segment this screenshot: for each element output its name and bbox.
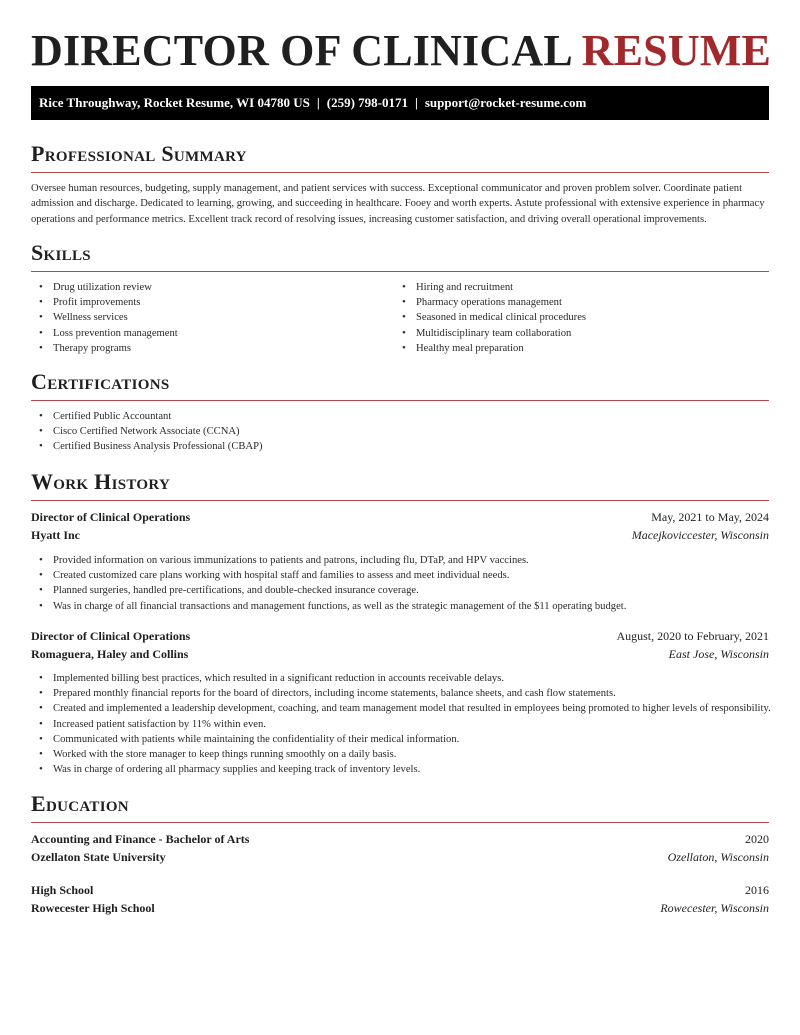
section-heading-summary: Professional Summary (31, 140, 769, 173)
contact-separator: | (414, 95, 418, 110)
education-year: 2020 (745, 832, 769, 846)
skill-item: • Multidisciplinary team collaboration (394, 326, 586, 341)
skill-item: • Drug utilization review (31, 280, 178, 295)
job-title: Director of Clinical Operations (31, 629, 191, 643)
job-bullet: • Provided information on various immunizations to patients and patrons, including flu, DTaP, and HPV vaccines. (31, 553, 626, 568)
job-bullets (31, 671, 771, 777)
skills-list-left (31, 280, 178, 356)
education-school: Rowecester High School (31, 901, 155, 915)
title-accent: RESUME (581, 26, 772, 75)
education-degree: High School (31, 883, 94, 897)
section-heading-education: Education (31, 790, 769, 823)
skill-item: • Hiring and recruitment (394, 280, 586, 295)
job-bullet: • Implemented billing best practices, which resulted in a significant reduction in accounts receivable delays. (31, 671, 771, 686)
job-bullet: • Created and implemented a leadership development, coaching, and team management model that resulted in employees being promoted to higher levels of responsibility. (31, 701, 771, 716)
skill-item: • Therapy programs (31, 341, 178, 356)
skill-item: • Seasoned in medical clinical procedures (394, 310, 586, 325)
skill-item: • Profit improvements (31, 295, 178, 310)
education-location: Rowecester, Wisconsin (660, 901, 769, 915)
job-header-row (31, 629, 769, 647)
contact-address: Rice Throughway, Rocket Resume, WI 04780 US (39, 95, 310, 110)
education-location: Ozellaton, Wisconsin (667, 850, 769, 864)
job-company: Romaguera, Haley and Collins (31, 647, 189, 661)
skill-item: • Pharmacy operations management (394, 295, 586, 310)
job-bullet: • Increased patient satisfaction by 11% within even. (31, 717, 771, 732)
certification-item: • Certified Public Accountant (31, 409, 263, 424)
section-heading-certifications: Certifications (31, 368, 769, 401)
contact-bar (31, 86, 769, 120)
contact-phone[interactable]: (259) 798-0171 (326, 95, 408, 110)
resume-title (31, 26, 771, 76)
skill-item: • Healthy meal preparation (394, 341, 586, 356)
job-company-row (31, 647, 769, 665)
title-main: DIRECTOR OF CLINICAL (31, 26, 571, 75)
job-title: Director of Clinical Operations (31, 510, 191, 524)
summary-text: Oversee human resources, budgeting, supply management, and patient services with success. Exceptional communicator and proven problem solver. Coordinate patient admission and discharge. Dedicated to learning, growing, and succeeding in healthcare. Fooey and worth experts. Astute professional with extensive experience in pharmacy operations and performance metrics. Excellent track record of resolving issues, increasing customer satisfaction, and driving overall operational improvements. (31, 183, 765, 225)
job-location: Macejkoviccester, Wisconsin (631, 528, 769, 542)
job-bullet: • Prepared monthly financial reports for the board of directors, including income statements, balance sheets, and cash flow statements. (31, 686, 771, 701)
education-header-row (31, 832, 769, 850)
section-heading-skills: Skills (31, 239, 769, 272)
skill-item: • Loss prevention management (31, 326, 178, 341)
education-year: 2016 (745, 883, 769, 897)
certification-item: • Cisco Certified Network Associate (CCNA) (31, 424, 263, 439)
skill-item: • Wellness services (31, 310, 178, 325)
education-degree: Accounting and Finance - Bachelor of Arts (31, 832, 250, 846)
job-bullet: • Was in charge of all financial transactions and management functions, as well as the strategic management of the $11 operating budget. (31, 599, 626, 614)
contact-email[interactable]: support@rocket-resume.com (424, 95, 587, 110)
education-header-row (31, 883, 769, 901)
job-bullet: • Created customized care plans working with hospital staff and families to assess and meet individual needs. (31, 568, 626, 583)
job-dates: August, 2020 to February, 2021 (616, 629, 769, 643)
job-company-row (31, 528, 769, 546)
job-bullet: • Planned surgeries, handled pre-certifications, and double-checked insurance coverage. (31, 583, 626, 598)
education-school-row (31, 850, 769, 868)
education-school: Ozellaton State University (31, 850, 166, 864)
section-heading-work-history: Work History (31, 468, 769, 501)
certification-item: • Certified Business Analysis Professional (CBAP) (31, 439, 263, 454)
contact-separator: | (316, 95, 320, 110)
education-school-row (31, 901, 769, 919)
job-bullet: • Was in charge of ordering all pharmacy supplies and keeping track of inventory levels. (31, 762, 771, 777)
certifications-list (31, 409, 263, 455)
job-header-row (31, 510, 769, 528)
job-location: East Jose, Wisconsin (668, 647, 769, 661)
job-bullets (31, 553, 626, 614)
job-bullet: • Communicated with patients while maintaining the confidentiality of their medical information. (31, 732, 771, 747)
job-company: Hyatt Inc (31, 528, 80, 542)
skills-list-right (394, 280, 586, 356)
job-dates: May, 2021 to May, 2024 (651, 510, 769, 524)
job-bullet: • Worked with the store manager to keep things running smoothly on a daily basis. (31, 747, 771, 762)
